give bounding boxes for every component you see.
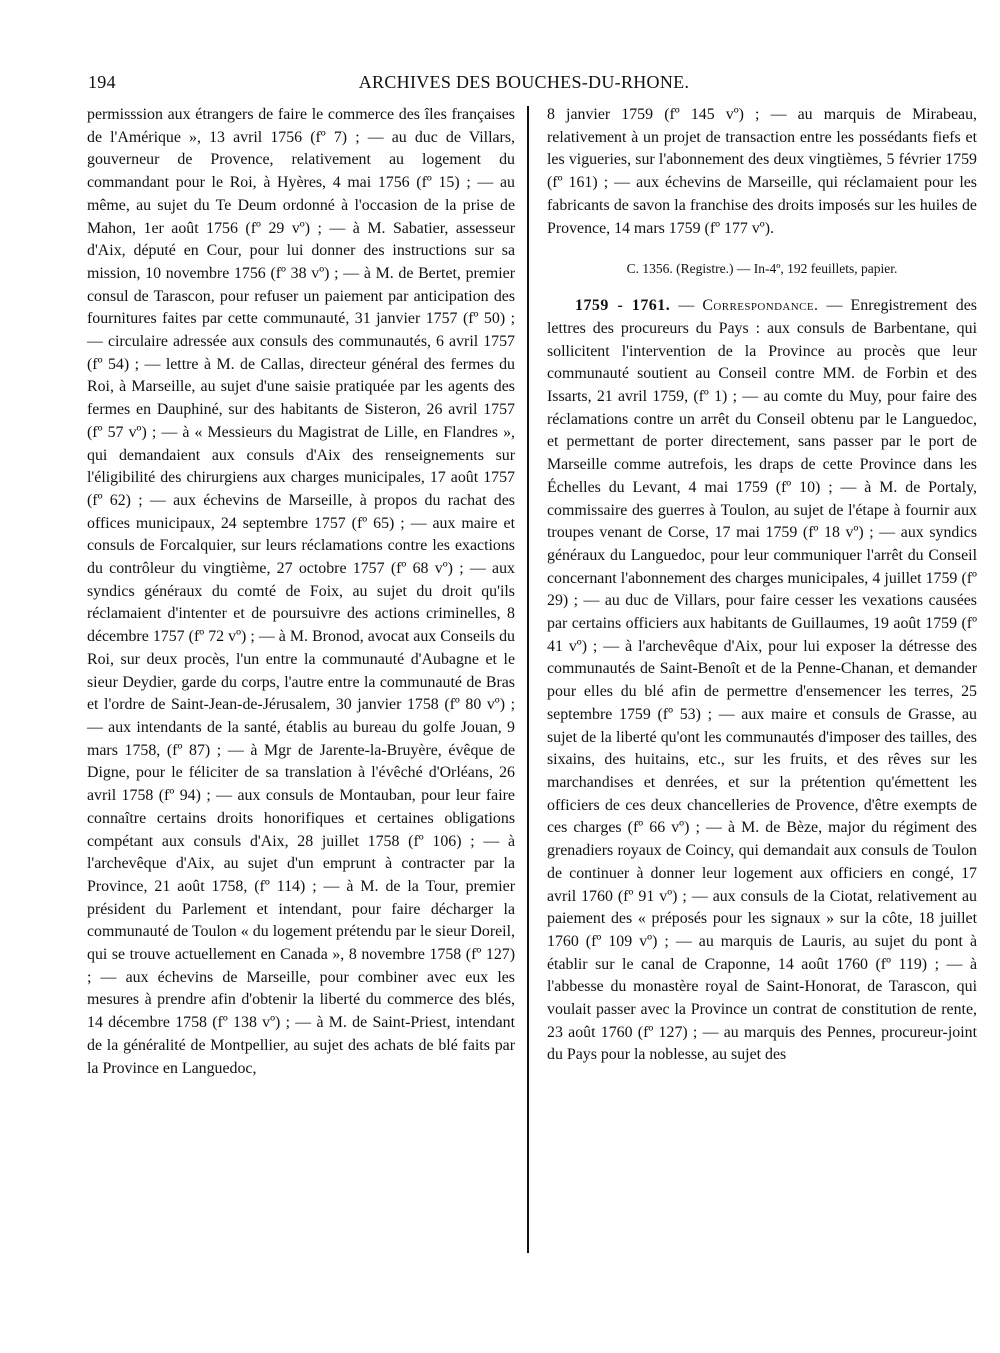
- source-note: C. 1356. (Registre.) — In-4º, 192 feuillets, papier.: [626, 261, 898, 277]
- entry-title: 1759 - 1761.: [575, 297, 671, 315]
- entry-label: Correspondance.: [702, 297, 819, 315]
- left-column: [87, 104, 515, 1080]
- entry-paragraph: [547, 295, 977, 1067]
- continuation-paragraph: 8 janvier 1759 (fº 145 vº) ; — au marquis de Mirabeau, relativement à un projet de transaction entre les possédants fiefs et les vigueries, sur l'abonnement des deux vingtièmes, 5 février 1759 (fº 161) ; — aux échevins de Marseille, qui réclamaient pour les fabricants de savon la franchise des droits imposés sur les huiles de Provence, 14 mars 1759 (fº 177 vº).: [547, 106, 977, 237]
- right-column: [547, 104, 977, 1067]
- page-header: [88, 72, 960, 96]
- left-column-text: permisssion aux étrangers de faire le commerce des îles françaises de l'Amérique », 13 avril 1756 (fº 7) ; — au duc de Villars, gouverneur de Provence, relativement au logement du commandant pour le Roi, à Hyères, 4 mai 1756 (fº 15) ; — au même, au sujet du Te Deum ordonné à l'occasion de la prise de Mahon, 1er août 1756 (fº 29 vº) ; — à M. Sabatier, assesseur d'Aix, député en Cour, pour lui donner des instructions sur sa mission, 10 novembre 1756 (fº 38 vº) ; — à M. de Bertet, premier consul de Tarascon, pour refuser un paiement par anticipation des fournitures faites par cette communauté, 31 janvier 1757 (fº 50) ; — circulaire adressée aux consuls des communautés, 6 avril 1757 (fº 54) ; — lettre à M. de Callas, directeur général des fermes du Roi, à Marseille, au sujet d'une saisie pratiquée par les agents des fermes en Dauphiné, sur des habitants de Sisteron, 26 avril 1757 (fº 57 vº) ; — à « Messieurs du Magistrat de Lille, en Flandres », qui demandaient aux consuls d'Aix des renseignements sur l'éligibilité des chirurgiens aux charges municipales, 17 août 1757 (fº 62) ; — aux échevins de Marseille, à propos du rachat des offices municipaux, 24 septembre 1757 (fº 65) ; — aux maire et consuls de Forcalquier, sur leurs réclamations contre les exactions du contrôleur du vingtième, 27 octobre 1757 (fº 68 vº) ; — aux syndics généraux du comté de Foix, au sujet du droit qu'ils réclamaient d'intenter et de poursuivre des actions criminelles, 8 décembre 1757 (fº 72 vº) ; — à M. Bronod, avocat aux Conseils du Roi, sur deux procès, l'un entre la communauté d'Aubagne et le sieur Deydier, garde du corps, l'autre entre la communauté de Bras et l'ordre de Saint-Jean-de-Jérusalem, 30 janvier 1758 (fº 80 vº) ; — aux intendants de la santé, établis au bureau du golfe Jouan, 9 mars 1758, (fº 87) ; — à Mgr de Jarente-la-Bruyère, évêque de Digne, pour le féliciter de sa translation à l'évêché d'Orléans, 26 avril 1758 (fº 94) ; — aux consuls de Montauban, pour leur faire connaître certains droits honorifiques et certaines obligations compétant aux consuls d'Aix, 28 juillet 1758 (fº 106) ; — à l'archevêque d'Aix, au sujet d'un emprunt à contracter par la Province, 21 août 1758, (fº 114) ; — à M. de la Tour, premier président du Parlement et intendant, pour faire décharger la communauté de Toulon « du logement prétendu par le sieur Doreil, qui se trouve actuellement en Canada », 8 novembre 1758 (fº 127) ; — aux échevins de Marseille, pour combiner avec eux les mesures à prendre afin d'obtenir la liberté du commerce des blés, 14 décembre 1758 (fº 138 vº) ; — à M. de Saint-Priest, intendant de la généralité de Montpellier, au sujet des achats de blé faits par la Province en Languedoc,: [87, 106, 515, 1077]
- running-title: ARCHIVES DES BOUCHES-DU-RHONE.: [358, 72, 690, 92]
- column-divider: [527, 106, 529, 1253]
- entry-dash: —: [670, 297, 703, 315]
- entry-text: — Enregistrement des lettres des procureurs du Pays : aux consuls de Barbentane, qui sollicitent l'intervention de la Province au procès que leur communauté soutient au Conseil contre MM. de Forbin et des Issarts, 21 avril 1759, (fº 1) ; — au comte du Muy, pour faire des réclamations contre un arrêt du Conseil obtenu par le Languedoc, et permettant de porter directement, sans passer par le port de Marseille comme autrefois, les draps de cette Province dans les Échelles du Levant, 4 mai 1759 (fº 10) ; — à M. de Portaly, commissaire des guerres à Toulon, au sujet de l'étape à fournir aux troupes venant de Corse, 17 mai 1759 (fº 18 vº) ; — aux syndics généraux du Languedoc, pour leur communiquer l'arrêt du Conseil concernant l'abonnement des charges municipales, 4 juillet 1759 (fº 29) ; — au duc de Villars, pour faire cesser les vexations causées par certains officiers aux habitants de Guillaumes, 19 août 1759 (fº 41 vº) ; — à l'archevêque d'Aix, pour lui exposer la détresse des communautés de Saint-Benoît et de la Penne-Chanan, et demander pour elles du blé afin de permettre d'ensemencer les terres, 25 septembre 1759 (fº 53) ; — aux maire et consuls de Grasse, au sujet de la liberté qu'ont les communautés d'imposer des tailles, des sixains, des huitains, etc., sur les fruits, et des rêves sur les marchandises et denrées, et sur la prétention qu'émettent les officiers de ces deux chancelleries de Provence, d'être exempts de ces charges (fº 66 vº) ; — à M. de Bèze, major du régiment des grenadiers royaux de Coincy, qui demandait aux consuls de Toulon de continuer à donner leur logement aux officiers en congé, 17 avril 1760 (fº 91 vº) ; — aux consuls de la Ciotat, relativement au paiement des « préposés pour les signaux » sur la côte, 18 juillet 1760 (fº 109 vº) ; — au marquis de Lauris, au sujet du pont à établir sur le canal de Craponne, 14 août 1760 (fº 119) ; — à l'abbesse du monastère royal de Saint-Honorat, de Tarascon, qui voulait passer avec la Province un contrat de constitution de rente, 23 août 1760 (fº 127) ; — au marquis des Pennes, procureur-joint du Pays pour la noblesse, au sujet des: [547, 297, 977, 1064]
- page-number: 194: [88, 72, 116, 92]
